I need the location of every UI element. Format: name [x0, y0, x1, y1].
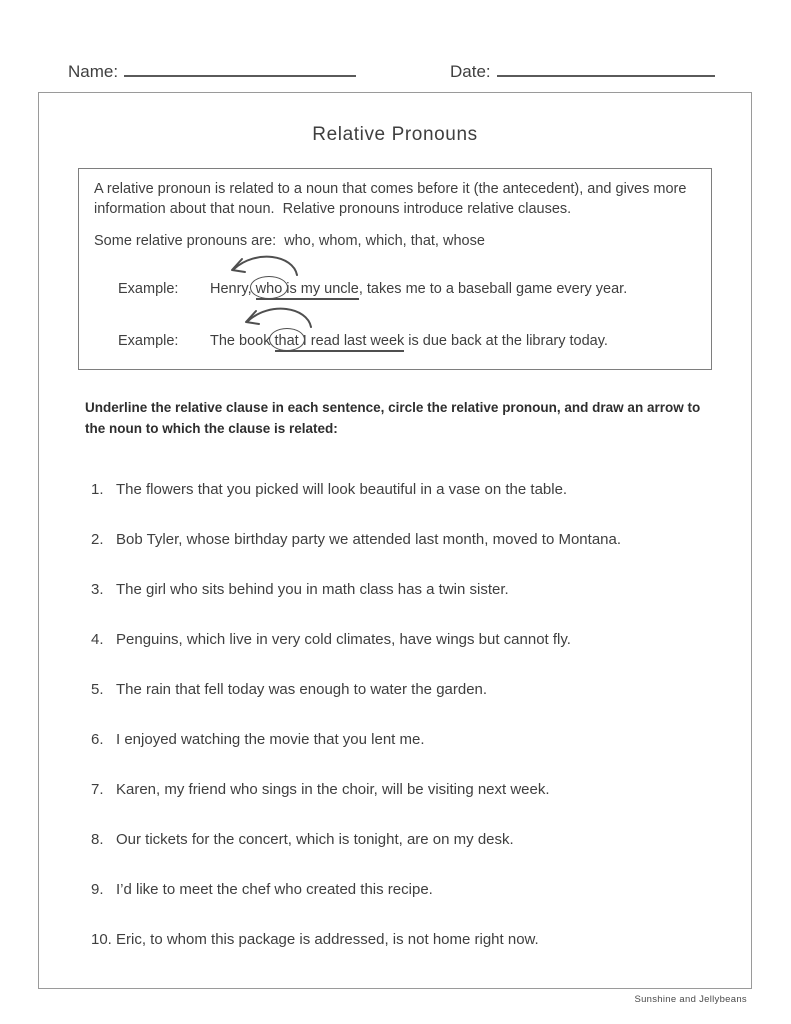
name-blank-line	[124, 60, 356, 77]
example-sentence-1	[118, 281, 696, 297]
example-2-post: is due back at the library today.	[404, 333, 608, 350]
item-text: The flowers that you picked will look beautiful in a vase on the table.	[116, 480, 568, 498]
list-item	[91, 930, 751, 950]
example-sentence-2	[118, 333, 696, 349]
item-text: The girl who sits behind you in math class has a twin sister.	[116, 580, 509, 598]
example-1-clause-rest: is my uncle	[282, 281, 359, 298]
instructions-text: Underline the relative clause in each sentence, circle the relative pronoun, and draw an arrow to the noun to which the clause is related:	[85, 400, 701, 436]
list-item	[91, 630, 751, 650]
pronoun-list-line: Some relative pronouns are: who, whom, which, that, whose	[94, 233, 485, 250]
item-number: 2.	[91, 530, 104, 548]
item-text: Bob Tyler, whose birthday party we attended last month, moved to Montana.	[116, 530, 622, 548]
item-text: Karen, my friend who sings in the choir, will be visiting next week.	[116, 780, 550, 798]
worksheet-border-box	[38, 92, 752, 989]
example-2-pre: The book	[210, 333, 275, 350]
date-blank-line	[497, 60, 715, 77]
list-item	[91, 830, 751, 850]
name-field-group	[68, 60, 356, 82]
list-item	[91, 480, 751, 500]
example-1-post: , takes me to a baseball game every year.	[358, 281, 628, 298]
name-label: Name:	[68, 62, 119, 81]
item-text: Our tickets for the concert, which is tonight, are on my desk.	[116, 830, 514, 848]
item-number: 7.	[91, 780, 104, 798]
item-text: Eric, to whom this package is addressed, is not home right now.	[116, 930, 539, 948]
item-number: 3.	[91, 580, 104, 598]
example-2-relative-clause	[275, 333, 405, 352]
item-text: I’d like to meet the chef who created this recipe.	[116, 880, 433, 898]
example-1-pre: Henry,	[210, 281, 256, 298]
antecedent-arrow-icon	[220, 251, 305, 283]
example-2-clause-rest: I read last week	[298, 333, 405, 350]
definition-box	[78, 168, 712, 370]
sentence-list	[39, 480, 751, 950]
item-text: I enjoyed watching the movie that you lent me.	[116, 730, 425, 748]
example-1-circled-pronoun: who	[255, 281, 283, 298]
list-item	[91, 530, 751, 550]
definition-paragraph: A relative pronoun is related to a noun that comes before it (the antecedent), and gives more information about that noun. Relative pronouns introduce relative clauses.	[94, 181, 687, 217]
page-title: Relative Pronouns	[312, 124, 478, 145]
date-field-group	[450, 60, 715, 82]
antecedent-arrow-icon	[234, 303, 319, 335]
list-item	[91, 780, 751, 800]
item-number: 5.	[91, 680, 104, 698]
item-text: Penguins, which live in very cold climates, have wings but cannot fly.	[116, 630, 571, 648]
list-item	[91, 680, 751, 700]
date-label: Date:	[450, 62, 491, 81]
example-2-circled-pronoun: that	[274, 333, 299, 350]
list-item	[91, 880, 751, 900]
list-item	[91, 730, 751, 750]
item-number: 8.	[91, 830, 104, 848]
item-number: 6.	[91, 730, 104, 748]
footer-credit: Sunshine and Jellybeans	[634, 994, 747, 1005]
example-label: Example:	[118, 333, 179, 350]
item-text: The rain that fell today was enough to water the garden.	[116, 680, 488, 698]
item-number: 10.	[91, 930, 112, 948]
item-number: 1.	[91, 480, 104, 498]
item-number: 4.	[91, 630, 104, 648]
item-number: 9.	[91, 880, 104, 898]
list-item	[91, 580, 751, 600]
example-1-relative-clause	[256, 281, 359, 300]
example-label: Example:	[118, 281, 179, 298]
